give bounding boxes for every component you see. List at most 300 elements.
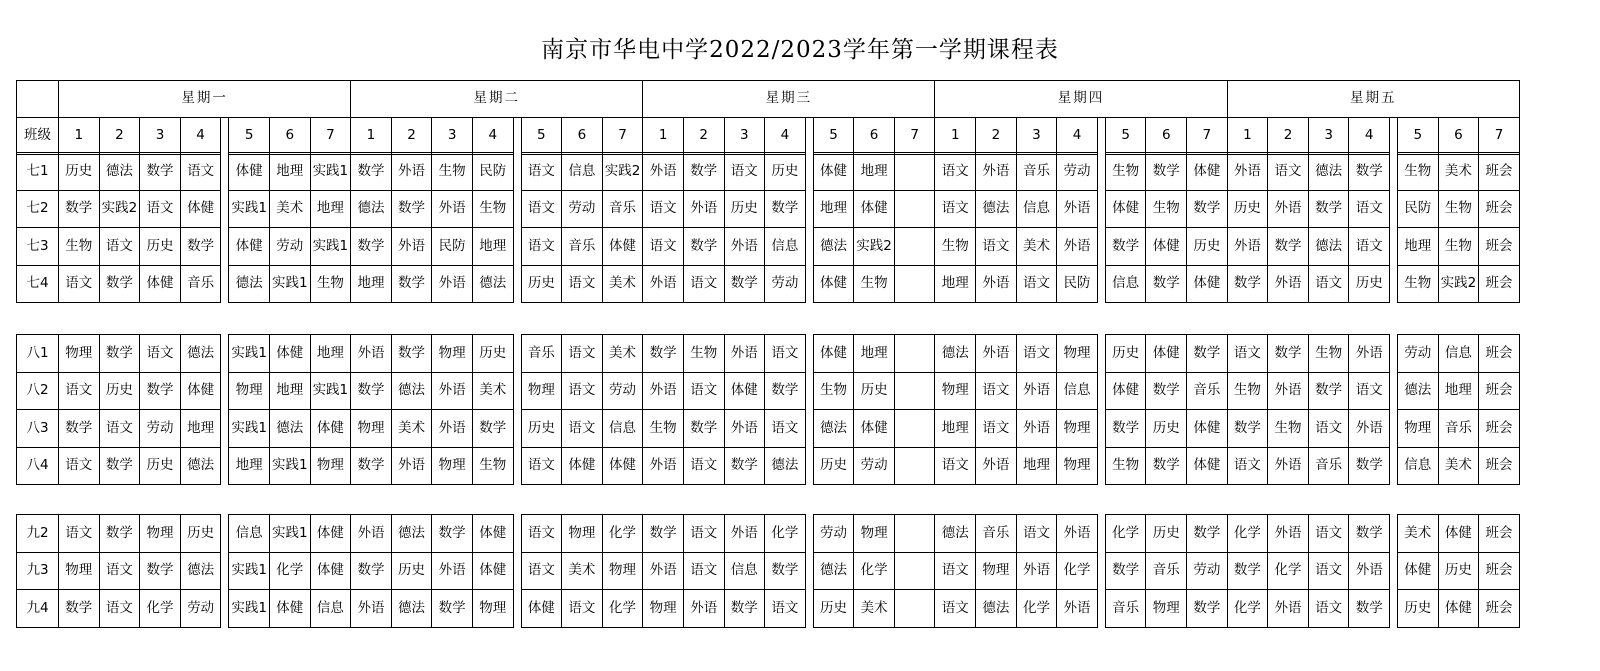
class-name-cell: 七2 <box>17 190 59 228</box>
subject-cell: 语文 <box>935 153 976 191</box>
period-separator <box>221 447 229 485</box>
subject-cell: 历史 <box>724 190 765 228</box>
subject-cell: 德法 <box>1308 153 1349 191</box>
subject-cell: 外语 <box>643 265 684 303</box>
subject-cell: 班会 <box>1479 515 1520 553</box>
class-name-cell: 九2 <box>17 515 59 553</box>
subject-cell: 语文 <box>1227 447 1268 485</box>
subject-cell: 数学 <box>1105 228 1146 266</box>
class-row <box>17 410 1520 448</box>
period-separator <box>513 118 521 155</box>
class-row <box>17 335 1520 373</box>
subject-cell: 物理 <box>854 515 895 553</box>
subject-cell <box>894 410 935 448</box>
subject-cell: 地理 <box>1438 372 1479 410</box>
period-separator <box>1390 153 1398 191</box>
subject-cell: 历史 <box>391 552 432 590</box>
subject-cell: 数学 <box>472 410 513 448</box>
subject-cell: 地理 <box>229 447 270 485</box>
subject-cell: 物理 <box>521 372 562 410</box>
subject-cell: 劳动 <box>140 410 181 448</box>
subject-cell: 数学 <box>351 447 392 485</box>
subject-cell: 物理 <box>1398 410 1439 448</box>
class-name-cell: 七1 <box>17 153 59 191</box>
subject-cell: 数学 <box>724 265 765 303</box>
subject-cell: 生物 <box>1398 265 1439 303</box>
subject-cell: 地理 <box>310 335 351 373</box>
subject-cell: 外语 <box>432 265 473 303</box>
subject-cell: 历史 <box>1105 335 1146 373</box>
subject-cell: 信息 <box>310 590 351 628</box>
subject-cell: 外语 <box>643 372 684 410</box>
subject-cell: 班会 <box>1479 265 1520 303</box>
period-number-cell: 5 <box>521 118 562 155</box>
day-header-cell: 星期五 <box>1227 81 1519 118</box>
subject-cell: 历史 <box>1187 228 1228 266</box>
subject-cell: 地理 <box>1016 447 1057 485</box>
subject-cell: 生物 <box>1227 372 1268 410</box>
subject-cell: 语文 <box>59 447 100 485</box>
subject-cell: 外语 <box>724 335 765 373</box>
subject-cell: 语文 <box>521 153 562 191</box>
subject-cell: 外语 <box>724 228 765 266</box>
subject-cell: 信息 <box>562 153 603 191</box>
subject-cell: 音乐 <box>180 265 221 303</box>
subject-cell: 德法 <box>976 590 1017 628</box>
subject-cell: 信息 <box>1016 190 1057 228</box>
subject-cell: 地理 <box>269 372 310 410</box>
subject-cell: 语文 <box>99 590 140 628</box>
subject-cell: 物理 <box>1057 410 1098 448</box>
subject-cell: 语文 <box>976 372 1017 410</box>
subject-cell: 德法 <box>391 372 432 410</box>
subject-cell: 体健 <box>1398 552 1439 590</box>
class-column-header: 班级 <box>17 118 59 155</box>
day-header-cell: 星期一 <box>59 81 351 118</box>
subject-cell: 美术 <box>1438 447 1479 485</box>
subject-cell: 数学 <box>1146 372 1187 410</box>
subject-cell: 数学 <box>1349 590 1390 628</box>
subject-cell: 班会 <box>1479 552 1520 590</box>
period-separator <box>1097 335 1105 373</box>
subject-cell: 物理 <box>562 515 603 553</box>
schedule-block-grade9 <box>16 514 1520 628</box>
subject-cell: 语文 <box>1308 590 1349 628</box>
subject-cell: 历史 <box>521 265 562 303</box>
subject-cell: 外语 <box>351 515 392 553</box>
period-number-cell: 7 <box>894 118 935 155</box>
subject-cell: 数学 <box>683 228 724 266</box>
subject-cell: 化学 <box>1105 515 1146 553</box>
subject-cell: 信息 <box>1398 447 1439 485</box>
subject-cell: 物理 <box>229 372 270 410</box>
period-number-cell: 7 <box>310 118 351 155</box>
subject-cell: 数学 <box>99 447 140 485</box>
subject-cell: 生物 <box>1146 190 1187 228</box>
subject-cell: 生物 <box>1105 447 1146 485</box>
subject-cell: 外语 <box>1268 447 1309 485</box>
class-row <box>17 447 1520 485</box>
subject-cell: 德法 <box>765 447 806 485</box>
subject-cell: 外语 <box>643 447 684 485</box>
subject-cell: 语文 <box>643 228 684 266</box>
period-number-cell: 7 <box>602 118 643 155</box>
period-separator <box>513 590 521 628</box>
subject-cell: 音乐 <box>1187 372 1228 410</box>
subject-cell: 物理 <box>432 447 473 485</box>
day-header-cell: 星期二 <box>351 81 643 118</box>
subject-cell: 体健 <box>1146 228 1187 266</box>
subject-cell: 数学 <box>1146 265 1187 303</box>
subject-cell <box>894 515 935 553</box>
period-number-cell: 2 <box>1268 118 1309 155</box>
class-row <box>17 552 1520 590</box>
subject-cell: 数学 <box>351 372 392 410</box>
class-row <box>17 590 1520 628</box>
subject-cell <box>894 153 935 191</box>
subject-cell: 外语 <box>1057 228 1098 266</box>
subject-cell: 体健 <box>310 552 351 590</box>
class-name-cell: 七4 <box>17 265 59 303</box>
class-row <box>17 515 1520 553</box>
subject-cell: 数学 <box>99 335 140 373</box>
subject-cell: 外语 <box>1349 335 1390 373</box>
subject-cell: 生物 <box>683 335 724 373</box>
subject-cell: 语文 <box>765 590 806 628</box>
subject-cell: 语文 <box>140 190 181 228</box>
subject-cell: 数学 <box>1349 515 1390 553</box>
subject-cell: 数学 <box>1349 153 1390 191</box>
subject-cell: 班会 <box>1479 590 1520 628</box>
subject-cell: 语文 <box>1016 265 1057 303</box>
subject-cell: 民防 <box>432 228 473 266</box>
subject-cell: 外语 <box>432 372 473 410</box>
subject-cell: 数学 <box>1349 447 1390 485</box>
subject-cell: 德法 <box>180 335 221 373</box>
period-number-cell: 4 <box>180 118 221 155</box>
subject-cell: 劳动 <box>1187 552 1228 590</box>
subject-cell: 民防 <box>1057 265 1098 303</box>
subject-cell: 信息 <box>602 410 643 448</box>
period-separator <box>513 447 521 485</box>
subject-cell: 数学 <box>1105 552 1146 590</box>
class-name-cell: 七3 <box>17 228 59 266</box>
period-separator <box>1097 190 1105 228</box>
subject-cell: 生物 <box>1438 190 1479 228</box>
subject-cell: 数学 <box>1268 228 1309 266</box>
subject-cell: 劳动 <box>1398 335 1439 373</box>
subject-cell: 语文 <box>765 335 806 373</box>
subject-cell: 生物 <box>310 265 351 303</box>
subject-cell: 地理 <box>180 410 221 448</box>
subject-cell: 班会 <box>1479 228 1520 266</box>
subject-cell: 数学 <box>1105 410 1146 448</box>
period-separator <box>513 372 521 410</box>
subject-cell: 劳动 <box>854 447 895 485</box>
subject-cell: 物理 <box>602 552 643 590</box>
subject-cell: 外语 <box>976 153 1017 191</box>
subject-cell: 音乐 <box>1105 590 1146 628</box>
schedule-header-table <box>16 80 1520 155</box>
period-separator <box>1390 372 1398 410</box>
subject-cell: 数学 <box>765 190 806 228</box>
subject-cell: 数学 <box>140 552 181 590</box>
subject-cell: 体健 <box>562 447 603 485</box>
class-row <box>17 228 1520 266</box>
subject-cell: 数学 <box>99 265 140 303</box>
subject-cell: 历史 <box>765 153 806 191</box>
subject-cell: 实践1 <box>229 410 270 448</box>
subject-cell: 劳动 <box>602 372 643 410</box>
subject-cell: 实践1 <box>229 190 270 228</box>
subject-cell: 体健 <box>1438 590 1479 628</box>
period-number-cell: 1 <box>935 118 976 155</box>
period-separator <box>221 153 229 191</box>
subject-cell: 数学 <box>59 190 100 228</box>
subject-cell: 外语 <box>432 190 473 228</box>
subject-cell: 语文 <box>683 552 724 590</box>
subject-cell: 德法 <box>391 590 432 628</box>
period-separator <box>221 228 229 266</box>
subject-cell: 音乐 <box>602 190 643 228</box>
subject-cell: 美术 <box>1016 228 1057 266</box>
subject-cell: 体健 <box>813 335 854 373</box>
subject-cell: 数学 <box>432 515 473 553</box>
subject-cell: 历史 <box>140 228 181 266</box>
subject-cell: 化学 <box>269 552 310 590</box>
subject-cell: 数学 <box>1187 190 1228 228</box>
period-number-cell: 4 <box>1057 118 1098 155</box>
subject-cell: 物理 <box>432 335 473 373</box>
subject-cell: 语文 <box>562 372 603 410</box>
subject-cell: 外语 <box>1268 590 1309 628</box>
period-separator <box>805 447 813 485</box>
period-separator <box>513 335 521 373</box>
subject-cell: 外语 <box>683 190 724 228</box>
subject-cell: 数学 <box>1187 515 1228 553</box>
subject-cell: 体健 <box>310 515 351 553</box>
subject-cell: 德法 <box>1308 228 1349 266</box>
period-number-cell: 1 <box>1227 118 1268 155</box>
period-separator <box>805 590 813 628</box>
subject-cell: 体健 <box>229 153 270 191</box>
subject-cell: 德法 <box>351 190 392 228</box>
subject-cell: 地理 <box>935 410 976 448</box>
subject-cell: 语文 <box>1349 228 1390 266</box>
subject-cell: 德法 <box>99 153 140 191</box>
subject-cell: 生物 <box>1105 153 1146 191</box>
subject-cell: 生物 <box>854 265 895 303</box>
subject-cell: 化学 <box>140 590 181 628</box>
period-separator <box>1390 118 1398 155</box>
subject-cell: 地理 <box>935 265 976 303</box>
period-separator <box>1390 190 1398 228</box>
subject-cell: 外语 <box>683 590 724 628</box>
subject-cell: 实践2 <box>99 190 140 228</box>
class-name-cell: 九3 <box>17 552 59 590</box>
subject-cell: 信息 <box>229 515 270 553</box>
period-separator <box>1097 410 1105 448</box>
subject-cell: 体健 <box>854 410 895 448</box>
period-separator <box>1097 372 1105 410</box>
subject-cell: 外语 <box>724 515 765 553</box>
period-separator <box>513 228 521 266</box>
subject-cell: 外语 <box>432 552 473 590</box>
subject-cell: 外语 <box>976 447 1017 485</box>
subject-cell: 德法 <box>229 265 270 303</box>
subject-cell: 德法 <box>976 190 1017 228</box>
period-number-cell: 3 <box>1308 118 1349 155</box>
subject-cell: 体健 <box>180 190 221 228</box>
subject-cell: 外语 <box>1268 372 1309 410</box>
period-separator <box>805 552 813 590</box>
class-row <box>17 153 1520 191</box>
period-separator <box>221 265 229 303</box>
period-separator <box>1390 552 1398 590</box>
period-number-cell: 2 <box>391 118 432 155</box>
subject-cell: 语文 <box>521 515 562 553</box>
subject-cell <box>894 190 935 228</box>
subject-cell: 化学 <box>1268 552 1309 590</box>
subject-cell: 德法 <box>935 335 976 373</box>
subject-cell: 信息 <box>1057 372 1098 410</box>
subject-cell: 语文 <box>976 410 1017 448</box>
subject-cell: 历史 <box>813 447 854 485</box>
subject-cell: 数学 <box>1227 410 1268 448</box>
period-separator <box>221 590 229 628</box>
subject-cell: 语文 <box>59 515 100 553</box>
class-row <box>17 265 1520 303</box>
subject-cell: 德法 <box>472 265 513 303</box>
subject-cell: 劳动 <box>765 265 806 303</box>
subject-cell: 美术 <box>602 335 643 373</box>
subject-cell: 历史 <box>1227 190 1268 228</box>
subject-cell: 美术 <box>854 590 895 628</box>
class-name-cell: 八2 <box>17 372 59 410</box>
subject-cell: 语文 <box>1308 515 1349 553</box>
period-number-cell: 6 <box>1438 118 1479 155</box>
day-header-cell: 星期三 <box>643 81 935 118</box>
subject-cell: 化学 <box>602 590 643 628</box>
subject-cell: 生物 <box>1308 335 1349 373</box>
period-separator <box>1097 515 1105 553</box>
subject-cell: 外语 <box>1268 265 1309 303</box>
subject-cell: 数学 <box>59 590 100 628</box>
period-number-cell: 6 <box>1146 118 1187 155</box>
subject-cell: 体健 <box>472 552 513 590</box>
subject-cell: 信息 <box>1105 265 1146 303</box>
subject-cell: 音乐 <box>976 515 1017 553</box>
subject-cell: 数学 <box>1146 153 1187 191</box>
period-separator <box>1390 515 1398 553</box>
subject-cell: 体健 <box>1187 153 1228 191</box>
subject-cell: 语文 <box>1016 515 1057 553</box>
period-number-cell: 4 <box>472 118 513 155</box>
subject-cell: 历史 <box>140 447 181 485</box>
subject-cell: 体健 <box>521 590 562 628</box>
subject-cell: 物理 <box>140 515 181 553</box>
subject-cell: 数学 <box>351 153 392 191</box>
subject-cell: 数学 <box>683 153 724 191</box>
subject-cell: 信息 <box>724 552 765 590</box>
subject-cell: 体健 <box>1105 190 1146 228</box>
subject-cell: 数学 <box>59 410 100 448</box>
subject-cell <box>894 335 935 373</box>
subject-cell: 化学 <box>854 552 895 590</box>
subject-cell: 历史 <box>1349 265 1390 303</box>
subject-cell: 地理 <box>269 153 310 191</box>
subject-cell: 美术 <box>562 552 603 590</box>
period-number-cell: 1 <box>643 118 684 155</box>
subject-cell: 外语 <box>976 265 1017 303</box>
period-number-cell: 2 <box>683 118 724 155</box>
subject-cell: 语文 <box>99 552 140 590</box>
period-number-cell: 4 <box>1349 118 1390 155</box>
subject-cell: 数学 <box>140 153 181 191</box>
subject-cell: 实践1 <box>229 590 270 628</box>
subject-cell: 外语 <box>1057 190 1098 228</box>
subject-cell: 数学 <box>1227 552 1268 590</box>
subject-cell: 语文 <box>59 372 100 410</box>
period-separator <box>1390 228 1398 266</box>
subject-cell: 德法 <box>391 515 432 553</box>
subject-cell: 语文 <box>1268 153 1309 191</box>
subject-cell: 语文 <box>935 447 976 485</box>
subject-cell: 生物 <box>813 372 854 410</box>
subject-cell: 外语 <box>351 590 392 628</box>
subject-cell: 外语 <box>1349 552 1390 590</box>
period-number-cell: 6 <box>269 118 310 155</box>
subject-cell: 数学 <box>391 190 432 228</box>
period-separator <box>221 515 229 553</box>
subject-cell: 体健 <box>602 228 643 266</box>
subject-cell: 外语 <box>1268 190 1309 228</box>
subject-cell: 历史 <box>99 372 140 410</box>
period-number-cell: 2 <box>99 118 140 155</box>
period-separator <box>1097 552 1105 590</box>
period-separator <box>1097 590 1105 628</box>
subject-cell: 美术 <box>472 372 513 410</box>
subject-cell: 音乐 <box>1016 153 1057 191</box>
subject-cell: 语文 <box>1349 190 1390 228</box>
subject-cell: 德法 <box>1398 372 1439 410</box>
period-number-cell: 7 <box>1187 118 1228 155</box>
subject-cell: 语文 <box>935 190 976 228</box>
subject-cell: 物理 <box>59 552 100 590</box>
subject-cell: 德法 <box>180 447 221 485</box>
subject-cell: 外语 <box>1227 153 1268 191</box>
subject-cell: 历史 <box>180 515 221 553</box>
subject-cell: 实践1 <box>269 447 310 485</box>
subject-cell: 历史 <box>472 335 513 373</box>
period-separator <box>1097 265 1105 303</box>
subject-cell: 班会 <box>1479 190 1520 228</box>
period-separator <box>805 372 813 410</box>
subject-cell: 外语 <box>432 410 473 448</box>
subject-cell: 地理 <box>854 335 895 373</box>
period-separator <box>513 410 521 448</box>
subject-cell: 生物 <box>59 228 100 266</box>
subject-cell: 班会 <box>1479 447 1520 485</box>
subject-cell <box>894 552 935 590</box>
subject-cell: 生物 <box>1398 153 1439 191</box>
period-separator <box>1097 118 1105 155</box>
subject-cell: 生物 <box>432 153 473 191</box>
subject-cell: 班会 <box>1479 335 1520 373</box>
subject-cell: 体健 <box>310 410 351 448</box>
subject-cell: 体健 <box>813 153 854 191</box>
period-separator <box>1390 447 1398 485</box>
